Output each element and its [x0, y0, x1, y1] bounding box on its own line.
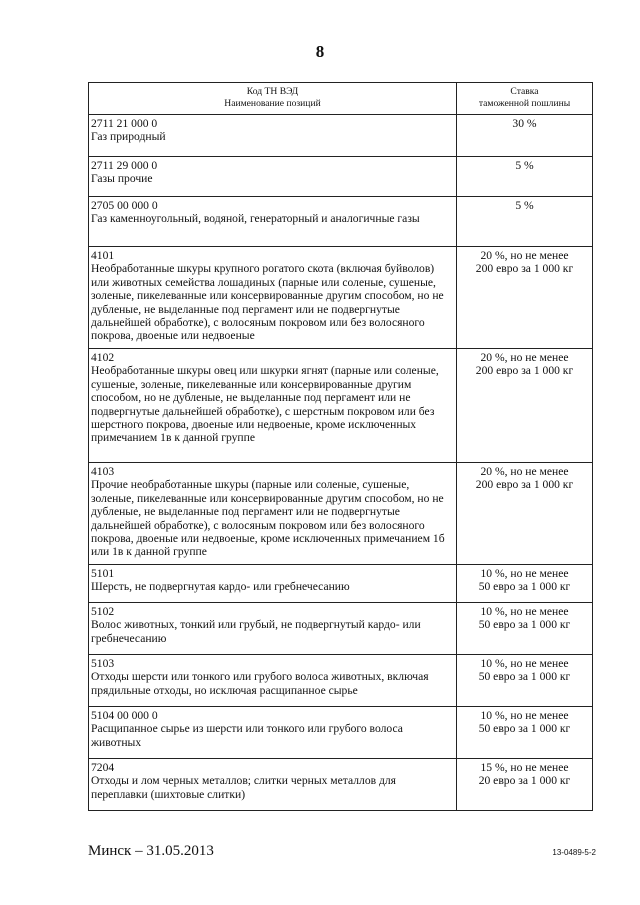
rate-value: 10 %, но не менее	[480, 567, 569, 580]
table-row	[89, 197, 593, 247]
table-row	[89, 565, 593, 603]
rate-value: 10 %, но не менее	[480, 605, 569, 618]
rate-minimum: 50 евро за 1 000 кг	[478, 618, 571, 632]
table-row	[89, 463, 593, 565]
item-code: 5101	[91, 567, 115, 580]
rate-cell	[457, 115, 593, 157]
item-code: 5104 00 000 0	[91, 709, 158, 722]
item-name: Отходы и лом черных металлов; слитки черных металлов для переплавки (шихтовые слитки)	[91, 774, 397, 801]
rate-minimum: 20 евро за 1 000 кг	[478, 774, 571, 788]
table-row	[89, 247, 593, 349]
item-code: 2711 29 000 0	[91, 159, 158, 172]
header-code: Код ТН ВЭД	[246, 86, 299, 97]
table-row	[89, 707, 593, 759]
rate-value: 5 %	[515, 199, 534, 212]
footer-city-date: Минск – 31.05.2013	[88, 843, 214, 859]
rate-value: 20 %, но не менее	[480, 351, 569, 364]
rate-cell	[457, 247, 593, 349]
rate-value: 15 %, но не менее	[480, 761, 569, 774]
header-code-name	[89, 83, 457, 115]
rate-value: 10 %, но не менее	[480, 709, 569, 722]
item-name: Необработанные шкуры овец или шкурки ягнят (парные или соленые, сушеные, золеные, пикелеванные или консервированные другим способом, но не дубленые, не выделанные под пергамент или не подвергнутые дальнейшей обработке), с шерстным покровом или без шерстного покрова, двоеные или недвоеные, кроме исключенных примечанием 1в к данной группе	[91, 364, 439, 445]
rate-value: 30 %	[512, 117, 537, 130]
item-name: Отходы шерсти или тонкого или грубого волоса животных, включая прядильные отходы, но исключая расщипанное сырье	[91, 670, 429, 697]
table-row	[89, 157, 593, 197]
item-code: 2705 00 000 0	[91, 199, 158, 212]
rate-minimum: 200 евро за 1 000 кг	[475, 478, 574, 492]
table-row	[89, 603, 593, 655]
table-row	[89, 759, 593, 811]
item-code: 4103	[91, 465, 115, 478]
item-cell	[89, 197, 457, 247]
item-name: Волос животных, тонкий или грубый, не подвергнутый кардо- или гребнечесанию	[91, 618, 421, 645]
item-code: 7204	[91, 761, 115, 774]
rate-cell	[457, 565, 593, 603]
item-code: 5102	[91, 605, 115, 618]
item-name: Шерсть, не подвергнутая кардо- или гребнечесанию	[91, 580, 350, 594]
rate-value: 20 %, но не менее	[480, 249, 569, 262]
item-name: Газ каменноугольный, водяной, генераторный и аналогичные газы	[91, 212, 420, 226]
tariff-table	[88, 82, 593, 811]
item-cell	[89, 115, 457, 157]
rate-cell	[457, 603, 593, 655]
rate-minimum: 50 евро за 1 000 кг	[478, 722, 571, 736]
item-name: Прочие необработанные шкуры (парные или соленые, сушеные, золеные, пикелеванные или консервированные другим способом, но не дубленые, не выделанные под пергамент или не подвергнутые дальнейшей обработке), с волосяным покровом или без волосяного покрова, двоеные или недвоеные, кроме исключенных примечанием 1б или 1в к данной группе	[91, 478, 445, 559]
item-code: 4101	[91, 249, 115, 262]
rate-minimum: 200 евро за 1 000 кг	[475, 364, 574, 378]
item-cell	[89, 247, 457, 349]
item-cell	[89, 463, 457, 565]
rate-cell	[457, 349, 593, 463]
item-cell	[89, 759, 457, 811]
table-header-row	[89, 83, 593, 115]
rate-value: 20 %, но не менее	[480, 465, 569, 478]
rate-minimum: 50 евро за 1 000 кг	[478, 580, 571, 594]
rate-cell	[457, 157, 593, 197]
header-rate	[457, 83, 593, 115]
header-name: Наименование позиций	[224, 98, 321, 109]
table-row	[89, 349, 593, 463]
item-name: Газ природный	[91, 130, 166, 144]
item-cell	[89, 157, 457, 197]
item-code: 2711 21 000 0	[91, 117, 158, 130]
item-cell	[89, 655, 457, 707]
item-name: Расщипанное сырье из шерсти или тонкого или грубого волоса животных	[91, 722, 403, 749]
page-number: 8	[315, 42, 325, 61]
rate-value: 5 %	[515, 159, 534, 172]
item-name: Газы прочие	[91, 172, 153, 186]
rate-value: 10 %, но не менее	[480, 657, 569, 670]
rate-cell	[457, 759, 593, 811]
item-name: Необработанные шкуры крупного рогатого скота (включая буйволов) или животных семейства лошадиных (парные или соленые, сушеные, золеные, пикелеванные или консервированные другим способом, но не дубленые, не выделанные под пергамент или не подвергнутые дальнейшей обработке), с волосяным покровом или без волосяного покрова, двоеные или недвоеные	[91, 262, 444, 343]
header-rate-line2: таможенной пошлины	[478, 98, 571, 109]
item-cell	[89, 603, 457, 655]
item-cell	[89, 707, 457, 759]
rate-minimum: 50 евро за 1 000 кг	[478, 670, 571, 684]
item-code: 5103	[91, 657, 115, 670]
rate-minimum: 200 евро за 1 000 кг	[475, 262, 574, 276]
rate-cell	[457, 707, 593, 759]
rate-cell	[457, 463, 593, 565]
item-cell	[89, 349, 457, 463]
table-row	[89, 655, 593, 707]
footer-document-code: 13-0489-5-2	[552, 848, 596, 857]
item-cell	[89, 565, 457, 603]
rate-cell	[457, 655, 593, 707]
rate-cell	[457, 197, 593, 247]
table-row	[89, 115, 593, 157]
item-code: 4102	[91, 351, 115, 364]
header-rate-line1: Ставка	[510, 86, 539, 97]
